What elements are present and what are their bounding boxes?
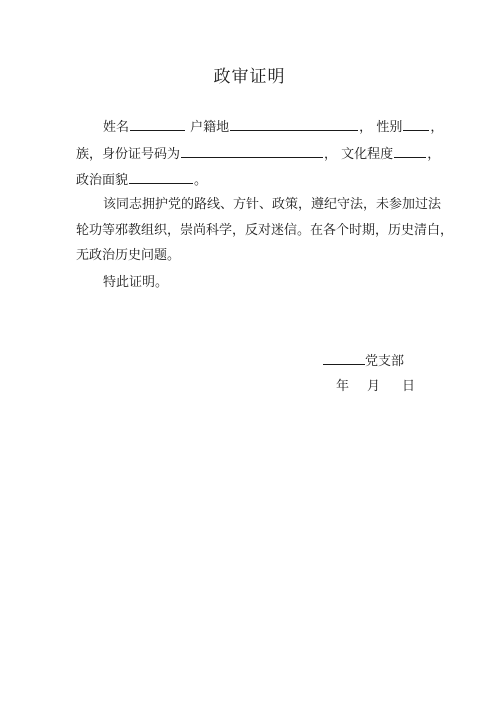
hukou-blank [230,118,358,131]
hukou-label: 户籍地 [190,120,230,135]
line1-end: ， [430,120,444,135]
day-label: 日 [402,379,416,394]
document-title: 政审证明 [213,67,286,87]
line3-end: 。 [194,173,208,188]
paragraph2-line2: 轮功等邪教组织，崇尚科学，反对迷信。在各个时期，历史清白， [76,223,454,238]
org-suffix: 党支部 [365,354,405,369]
signature-date [336,379,415,395]
sep-1: ， [359,120,373,135]
paragraph2-line1: 该同志拥护党的路线、方针、政策，遵纪守法，未参加过法 [103,197,442,212]
political-blank [129,171,193,184]
gender-blank [403,118,429,131]
paragraph2-line3: 无政治历史问题。 [76,248,181,263]
line-name-hukou-gender [103,118,443,136]
org-blank [323,352,365,365]
line-political [76,171,207,189]
month-label: 月 [367,379,381,394]
closing-statement: 特此证明。 [103,275,169,290]
education-label: 文化程度 [341,147,394,162]
line2-end: ， [427,147,441,162]
name-label: 姓名 [103,120,130,135]
name-blank [130,118,185,131]
political-label: 政治面貌 [76,173,129,188]
year-label: 年 [336,379,350,394]
id-blank [181,145,323,158]
gender-label: 性别 [376,120,403,135]
sep-2: ， [324,147,338,162]
ethnic-id-label: 族，身份证号码为 [76,147,181,162]
line-ethnic-id-education [76,145,440,163]
education-blank [394,145,426,158]
signature-org [323,352,404,370]
